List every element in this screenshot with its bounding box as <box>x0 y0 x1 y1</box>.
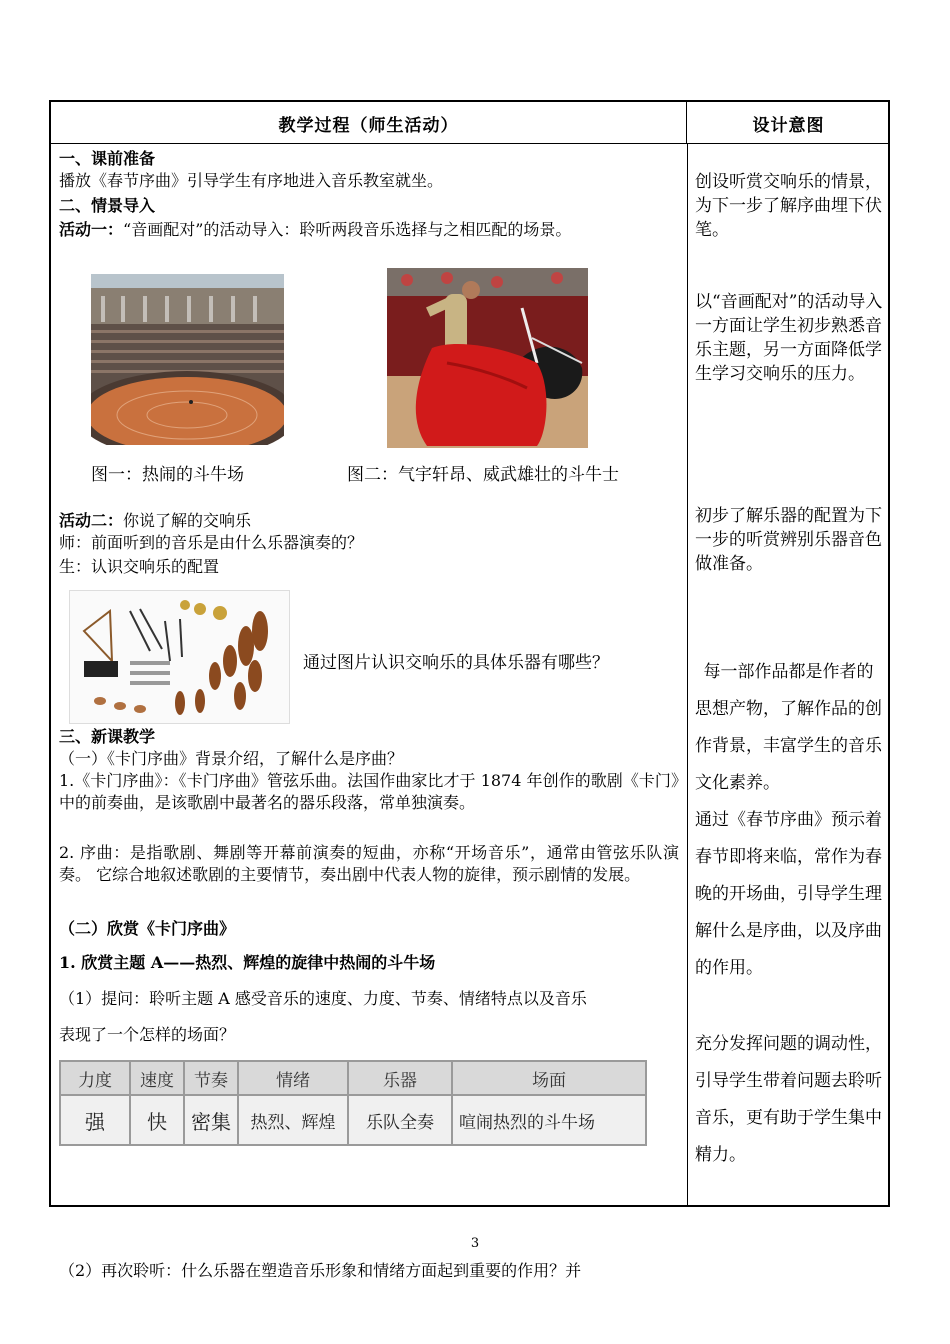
activity-2-label: 活动二： <box>59 511 124 530</box>
column-divider <box>687 144 688 1207</box>
activity-1-label: 活动一： <box>59 220 124 239</box>
header-instruments: 乐器 <box>348 1061 452 1095</box>
question-2: （2）再次聆听：什么乐器在塑造音乐形象和情绪方面起到重要的作用？并 <box>59 1261 582 1280</box>
theme-a-analysis-table <box>59 1060 647 1146</box>
cell-dynamics: 强 <box>60 1095 130 1145</box>
caption-figure-2: 图二：气宇轩昂、威武雄壮的斗牛士 <box>347 465 619 485</box>
theme-a-title: 1. 欣赏主题 A——热烈、辉煌的旋律中热闹的斗牛场 <box>59 953 436 972</box>
matador-photo <box>387 268 588 448</box>
cell-mood: 热烈、辉煌 <box>238 1095 348 1145</box>
section-1-text: 播放《春节序曲》引导学生有序地进入音乐教室就坐。 <box>59 171 444 190</box>
header-rhythm: 节奏 <box>184 1061 238 1095</box>
paragraph-overture: 2. 序曲：是指歌剧、舞剧等开幕前演奏的短曲，亦称“开场音乐”，通常由管弦乐队演奏。 它综合地叙述歌剧的主要情节，奏出剧中代表人物的旋律，预示剧情的发展。 <box>59 843 679 884</box>
intent-3: 初步了解乐器的配置为下一步的听赏辨别乐器音色做准备。 <box>695 506 882 574</box>
bullring-photo <box>91 274 284 445</box>
subsection-1-title: （一）《卡门序曲》背景介绍，了解什么是序曲？ <box>59 749 404 768</box>
analysis-data-row <box>60 1095 646 1145</box>
cell-instruments: 乐队全奏 <box>348 1095 452 1145</box>
student-answer: 生：认识交响乐的配置 <box>59 557 220 576</box>
section-3-title: 三、新课教学 <box>59 727 156 746</box>
intent-5: 通过《春节序曲》预示着春节即将来临，常作为春晚的开场曲，引导学生理解什么是序曲，以及序曲的作用。 <box>695 810 882 978</box>
header-design-intent: 设计意图 <box>752 115 825 136</box>
teacher-question: 师：前面听到的音乐是由什么乐器演奏的？ <box>59 533 364 552</box>
orchestra-instruments-image <box>69 590 290 724</box>
table-header-row <box>51 102 888 144</box>
question-1-line-1: （1）提问：聆听主题 A 感受音乐的速度、力度、节奏、情绪特点以及音乐 <box>59 989 587 1008</box>
cell-scene: 喧闹热烈的斗牛场 <box>452 1095 646 1145</box>
paragraph-carmen: 1.《卡门序曲》：《卡门序曲》管弦乐曲。法国作曲家比才于 1874 年创作的歌剧《卡门》中的前奏曲，是该歌剧中最著名的器乐段落，常单独演奏。 <box>59 771 679 812</box>
header-scene: 场面 <box>452 1061 646 1095</box>
intent-6: 充分发挥问题的调动性，引导学生带着问题去聆听音乐，更有助于学生集中精力。 <box>695 1034 882 1165</box>
question-1-line-2: 表现了一个怎样的场面？ <box>59 1025 236 1044</box>
header-tempo: 速度 <box>130 1061 184 1095</box>
lesson-table <box>49 100 890 1280</box>
intent-2: 以“音画配对”的活动导入一方面让学生初步熟悉音乐主题，另一方面降低学生学习交响乐的压力。 <box>695 292 883 384</box>
subsection-2-title: （二）欣赏《卡门序曲》 <box>59 919 236 938</box>
section-1-title: 一、课前准备 <box>59 149 156 168</box>
header-teaching-process: 教学过程（师生活动） <box>51 102 687 144</box>
intent-4: 每一部作品都是作者的思想产物，了解作品的创作背景，丰富学生的音乐文化素养。 <box>695 662 882 793</box>
caption-figure-1: 图一：热闹的斗牛场 <box>91 465 244 485</box>
header-dynamics: 力度 <box>60 1061 130 1095</box>
activity-1-line <box>59 219 571 241</box>
activity-1-text: “音画配对”的活动导入：聆听两段音乐选择与之相匹配的场景。 <box>123 220 572 239</box>
intent-1: 创设听赏交响乐的情景，为下一步了解序曲埋下伏笔。 <box>695 172 882 240</box>
section-2-title: 二、情景导入 <box>59 196 156 215</box>
cell-tempo: 快 <box>130 1095 184 1145</box>
activity-2-line <box>59 510 251 532</box>
cell-rhythm: 密集 <box>184 1095 238 1145</box>
page-number: 3 <box>470 1236 480 1251</box>
header-mood: 情绪 <box>238 1061 348 1095</box>
activity-2-text: 你说了解的交响乐 <box>123 511 252 530</box>
analysis-header-row <box>60 1061 646 1095</box>
instruments-note: 通过图片认识交响乐的具体乐器有哪些？ <box>303 653 609 673</box>
